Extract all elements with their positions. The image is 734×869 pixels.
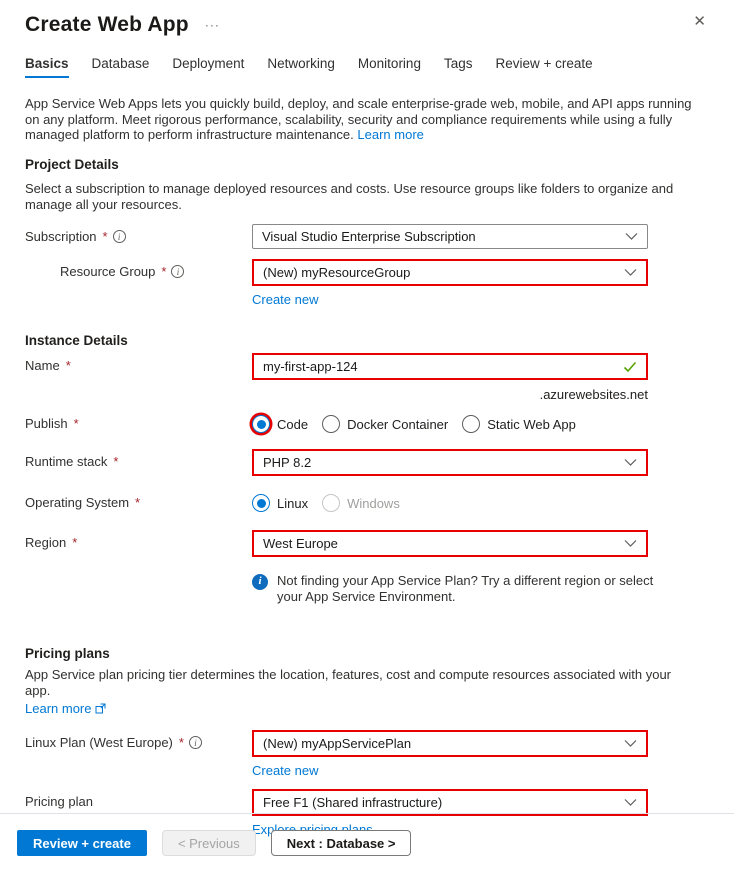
- radio-static-web-app[interactable]: [462, 415, 480, 433]
- required-marker: *: [161, 264, 167, 280]
- instance-details-heading: Instance Details: [25, 333, 128, 349]
- subscription-row: [25, 224, 709, 249]
- publish-label: Publish *: [25, 416, 79, 432]
- radio-windows: [322, 494, 340, 512]
- publish-radio-group: [252, 411, 648, 433]
- chevron-down-icon: [624, 458, 637, 467]
- radio-windows-label: Windows: [347, 495, 400, 511]
- pricing-plan-value: Free F1 (Shared infrastructure): [263, 795, 443, 811]
- wizard-footer: [0, 813, 734, 856]
- intro-text: [25, 96, 697, 143]
- required-marker: *: [102, 229, 108, 245]
- tab-networking[interactable]: Networking: [267, 56, 335, 71]
- project-details-heading: Project Details: [25, 157, 119, 173]
- radio-linux[interactable]: [252, 494, 270, 512]
- chevron-down-icon: [625, 232, 638, 241]
- required-marker: *: [72, 535, 78, 551]
- chevron-down-icon: [624, 268, 637, 277]
- info-note-text: Not finding your App Service Plan? Try a different region or select your App Service Environment.: [277, 573, 654, 604]
- more-options-icon[interactable]: ···: [204, 18, 220, 32]
- linux-plan-label: Linux Plan (West Europe) * i: [25, 730, 252, 750]
- pricing-plans-description: App Service plan pricing tier determines the location, features, cost and compute resources associated with your app.: [25, 667, 672, 698]
- operating-system-label: Operating System *: [25, 495, 141, 511]
- runtime-stack-value: PHP 8.2: [263, 455, 312, 471]
- linux-plan-info-icon[interactable]: i: [189, 736, 202, 749]
- tab-review-create[interactable]: Review + create: [495, 56, 593, 71]
- intro-learn-more-link[interactable]: Learn more: [357, 127, 424, 143]
- tab-monitoring[interactable]: Monitoring: [357, 56, 421, 71]
- subscription-dropdown[interactable]: [252, 224, 648, 249]
- project-details-description: Select a subscription to manage deployed resources and costs. Use resource groups like folders to organize and manage all your resources.: [25, 181, 674, 212]
- next-database-button[interactable]: Next : Database >: [271, 830, 412, 856]
- close-icon[interactable]: ✕: [693, 13, 706, 30]
- subscription-info-icon[interactable]: i: [113, 230, 126, 243]
- linux-plan-row: [25, 730, 709, 778]
- operating-system-row: [25, 490, 709, 512]
- runtime-stack-row: [25, 449, 709, 476]
- publish-row: [25, 411, 709, 433]
- review-create-button[interactable]: Review + create: [17, 830, 147, 856]
- runtime-stack-label: Runtime stack *: [25, 454, 119, 470]
- required-marker: *: [135, 495, 141, 511]
- region-row: [25, 530, 709, 557]
- radio-docker-container[interactable]: [322, 415, 340, 433]
- radio-code[interactable]: [252, 415, 270, 433]
- name-row: [25, 353, 709, 402]
- pricing-learn-more-link[interactable]: Learn more: [25, 701, 92, 717]
- resource-group-info-icon[interactable]: i: [171, 265, 184, 278]
- radio-docker-container-label[interactable]: Docker Container: [347, 416, 449, 432]
- tab-tags[interactable]: Tags: [443, 56, 473, 71]
- name-label: Name *: [25, 358, 71, 374]
- radio-static-web-app-label[interactable]: Static Web App: [487, 416, 576, 432]
- valid-check-icon: [623, 361, 637, 373]
- name-input[interactable]: [263, 359, 623, 374]
- linux-plan-dropdown[interactable]: [252, 730, 648, 757]
- resource-group-dropdown[interactable]: [252, 259, 648, 286]
- external-link-icon: [95, 703, 106, 714]
- domain-suffix: .azurewebsites.net: [539, 387, 648, 403]
- intro-description: App Service Web Apps lets you quickly build, deploy, and scale enterprise-grade web, mobile, and API apps running on any platform. Meet rigorous performance, scalability, security and compliance requirements while using a fully managed platform to perform infrastructure maintenance.: [25, 96, 692, 143]
- page-title: Create Web App: [25, 13, 189, 36]
- required-marker: *: [178, 735, 184, 751]
- region-value: West Europe: [263, 536, 338, 552]
- radio-linux-label[interactable]: Linux: [277, 495, 309, 511]
- resource-group-value: (New) myResourceGroup: [263, 265, 411, 281]
- resource-group-label: Resource Group * i: [25, 259, 252, 279]
- tab-deployment[interactable]: Deployment: [172, 56, 245, 71]
- app-service-plan-info-note: [252, 573, 664, 604]
- radio-code-label[interactable]: Code: [277, 416, 309, 432]
- required-marker: *: [65, 358, 71, 374]
- resource-group-row: [25, 259, 709, 307]
- linux-plan-create-new-link[interactable]: Create new: [252, 763, 319, 779]
- required-marker: *: [113, 454, 119, 470]
- name-field-wrapper: [252, 353, 648, 380]
- subscription-value: Visual Studio Enterprise Subscription: [262, 229, 476, 245]
- linux-plan-value: (New) myAppServicePlan: [263, 736, 412, 752]
- header: [25, 12, 709, 38]
- required-marker: *: [73, 416, 79, 432]
- resource-group-create-new-link[interactable]: Create new: [252, 292, 319, 308]
- chevron-down-icon: [624, 798, 637, 807]
- wizard-tabs: [25, 56, 709, 78]
- previous-button: < Previous: [162, 830, 256, 856]
- tab-database[interactable]: Database: [91, 56, 150, 71]
- chevron-down-icon: [624, 539, 637, 548]
- subscription-label: Subscription * i: [25, 224, 252, 244]
- info-icon: i: [252, 574, 268, 590]
- operating-system-radio-group: [252, 490, 648, 512]
- pricing-plan-label: Pricing plan: [25, 794, 93, 810]
- region-label: Region *: [25, 535, 78, 551]
- chevron-down-icon: [624, 739, 637, 748]
- runtime-stack-dropdown[interactable]: [252, 449, 648, 476]
- region-dropdown[interactable]: [252, 530, 648, 557]
- pricing-plans-heading: Pricing plans: [25, 646, 110, 662]
- tab-basics[interactable]: Basics: [25, 56, 69, 78]
